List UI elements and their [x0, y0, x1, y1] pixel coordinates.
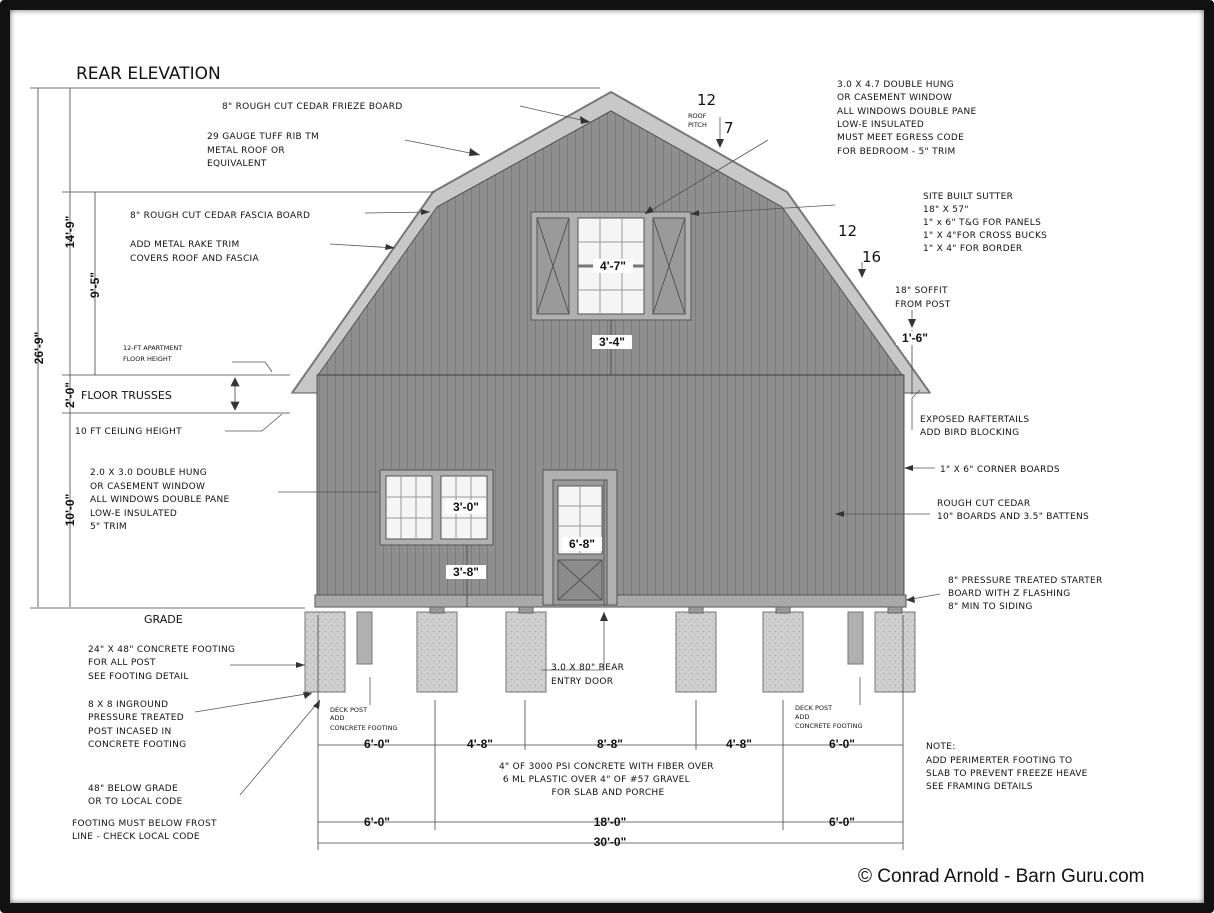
rake-trim-label: ADD METAL RAKE TRIM COVERS ROOF AND FASCIA	[130, 240, 259, 264]
dim-row2-1: 6'-0"	[364, 815, 390, 829]
drawing-title: REAR ELEVATION	[76, 64, 221, 84]
deck-post-right-label: DECK POST ADD CONCRETE FOOTING	[795, 704, 863, 730]
dim-upper-window-height: 4'-7"	[600, 259, 626, 273]
roof-pitch-label: ROOF PITCH	[688, 112, 707, 129]
frieze-board-label: 8" ROUGH CUT CEDAR FRIEZE BOARD	[222, 102, 403, 112]
dim-roof-height: 14'-9"	[63, 215, 77, 249]
slab-label: 4" OF 3000 PSI CONCRETE WITH FIBER OVER 6 ML PLASTIC OVER 4" OF #57 GRAVEL FOR SLAB AND PORCHE	[498, 762, 714, 798]
dim-row2-2: 18'-0"	[593, 815, 627, 829]
upper-window-label: 3.0 X 4.7 DOUBLE HUNG OR CASEMENT WINDOW ALL WINDOWS DOUBLE PANE LOW-E INSULATED MUST MEET EGRESS CODE FOR BEDROOM - 5" TRIM	[837, 80, 977, 157]
ceiling-height-label: 10 FT CEILING HEIGHT	[75, 427, 182, 437]
dim-overall: 30'-0"	[593, 835, 627, 849]
below-grade-label: 48" BELOW GRADE OR TO LOCAL CODE	[88, 784, 183, 807]
dim-door-height: 6'-8"	[569, 537, 595, 551]
lower-window-label: 2.0 X 3.0 DOUBLE HUNG OR CASEMENT WINDOW ALL WINDOWS DOUBLE PANE LOW-E INSULATED 5" TRIM	[90, 468, 230, 532]
concrete-footing-label: 24" X 48" CONCRETE FOOTING FOR ALL POST SEE FOOTING DETAIL	[88, 645, 236, 682]
soffit-label: 18" SOFFIT FROM POST	[895, 286, 951, 310]
dim-total-height: 26'-9"	[32, 331, 46, 365]
lower-pitch-rise: 12	[838, 222, 858, 240]
rear-door-label: 3.0 X 80" REAR ENTRY DOOR	[551, 663, 625, 687]
dim-row1-2: 4'-8"	[467, 737, 493, 751]
dim-row1-3: 8'-8"	[597, 737, 623, 751]
dim-row2-3: 6'-0"	[829, 815, 855, 829]
dim-gambrel-height: 9'-5"	[88, 272, 102, 298]
dim-lower-window-height: 3'-0"	[453, 500, 479, 514]
dim-soffit: 1'-6"	[902, 331, 928, 345]
upper-pitch-rise: 12	[697, 91, 717, 109]
frost-line-label: FOOTING MUST BELOW FROST LINE - CHECK LOCAL CODE	[72, 819, 217, 842]
shutter-label: SITE BUILT SUTTER 18" X 57" 1" x 6" T&G FOR PANELS 1" X 4"FOR CROSS BUCKS 1" X 4" FOR BORDER	[923, 192, 1048, 254]
upper-pitch-run: 7	[724, 119, 734, 137]
dim-lower-sill: 3'-8"	[453, 565, 479, 579]
grade-label: GRADE	[144, 613, 183, 626]
corner-boards-label: 1" X 6" CORNER BOARDS	[940, 465, 1060, 475]
lower-pitch-run: 16	[862, 248, 882, 266]
dim-floor-height: 2'-0"	[63, 382, 77, 408]
dim-upper-window-height-box	[593, 259, 633, 273]
dim-lower-sill-box	[446, 565, 486, 579]
siding-label: ROUGH CUT CEDAR 10" BOARDS AND 3.5" BATTENS	[937, 499, 1090, 522]
dim-row1-1: 6'-0"	[364, 737, 390, 751]
dim-upper-sill-box	[592, 335, 632, 349]
dim-soffit-box	[896, 331, 934, 345]
dim-first-floor-height: 10'-0"	[63, 493, 77, 527]
fascia-board-label: 8" ROUGH CUT CEDAR FASCIA BOARD	[130, 211, 311, 221]
dim-door-height-box	[562, 537, 602, 551]
dim-lower-window-height-box	[446, 500, 486, 514]
copyright: © Conrad Arnold - Barn Guru.com	[858, 866, 1145, 887]
dim-upper-sill: 3'-4"	[599, 335, 625, 349]
note-label: NOTE: ADD PERIMERTER FOOTING TO SLAB TO PREVENT FREEZE HEAVE SEE FRAMING DETAILS	[926, 742, 1088, 792]
floor-trusses-label: FLOOR TRUSSES	[81, 389, 172, 402]
rafter-tails-label: EXPOSED RAFTERTAILS ADD BIRD BLOCKING	[920, 415, 1030, 438]
dim-row1-5: 6'-0"	[829, 737, 855, 751]
starter-board-label: 8" PRESSURE TREATED STARTER BOARD WITH Z FLASHING 8" MIN TO SIDING	[948, 576, 1103, 612]
inground-post-label: 8 X 8 INGROUND PRESSURE TREATED POST INCASED IN CONCRETE FOOTING	[88, 700, 187, 750]
deck-post-left-label: DECK POST ADD CONCRETE FOOTING	[330, 706, 398, 732]
dim-row1-4: 4'-8"	[726, 737, 752, 751]
apartment-floor-label: 12-FT APARTMENT FLOOR HEIGHT	[123, 344, 183, 363]
metal-roof-label: 29 GAUGE TUFF RIB TM METAL ROOF OR EQUIVALENT	[207, 132, 320, 169]
